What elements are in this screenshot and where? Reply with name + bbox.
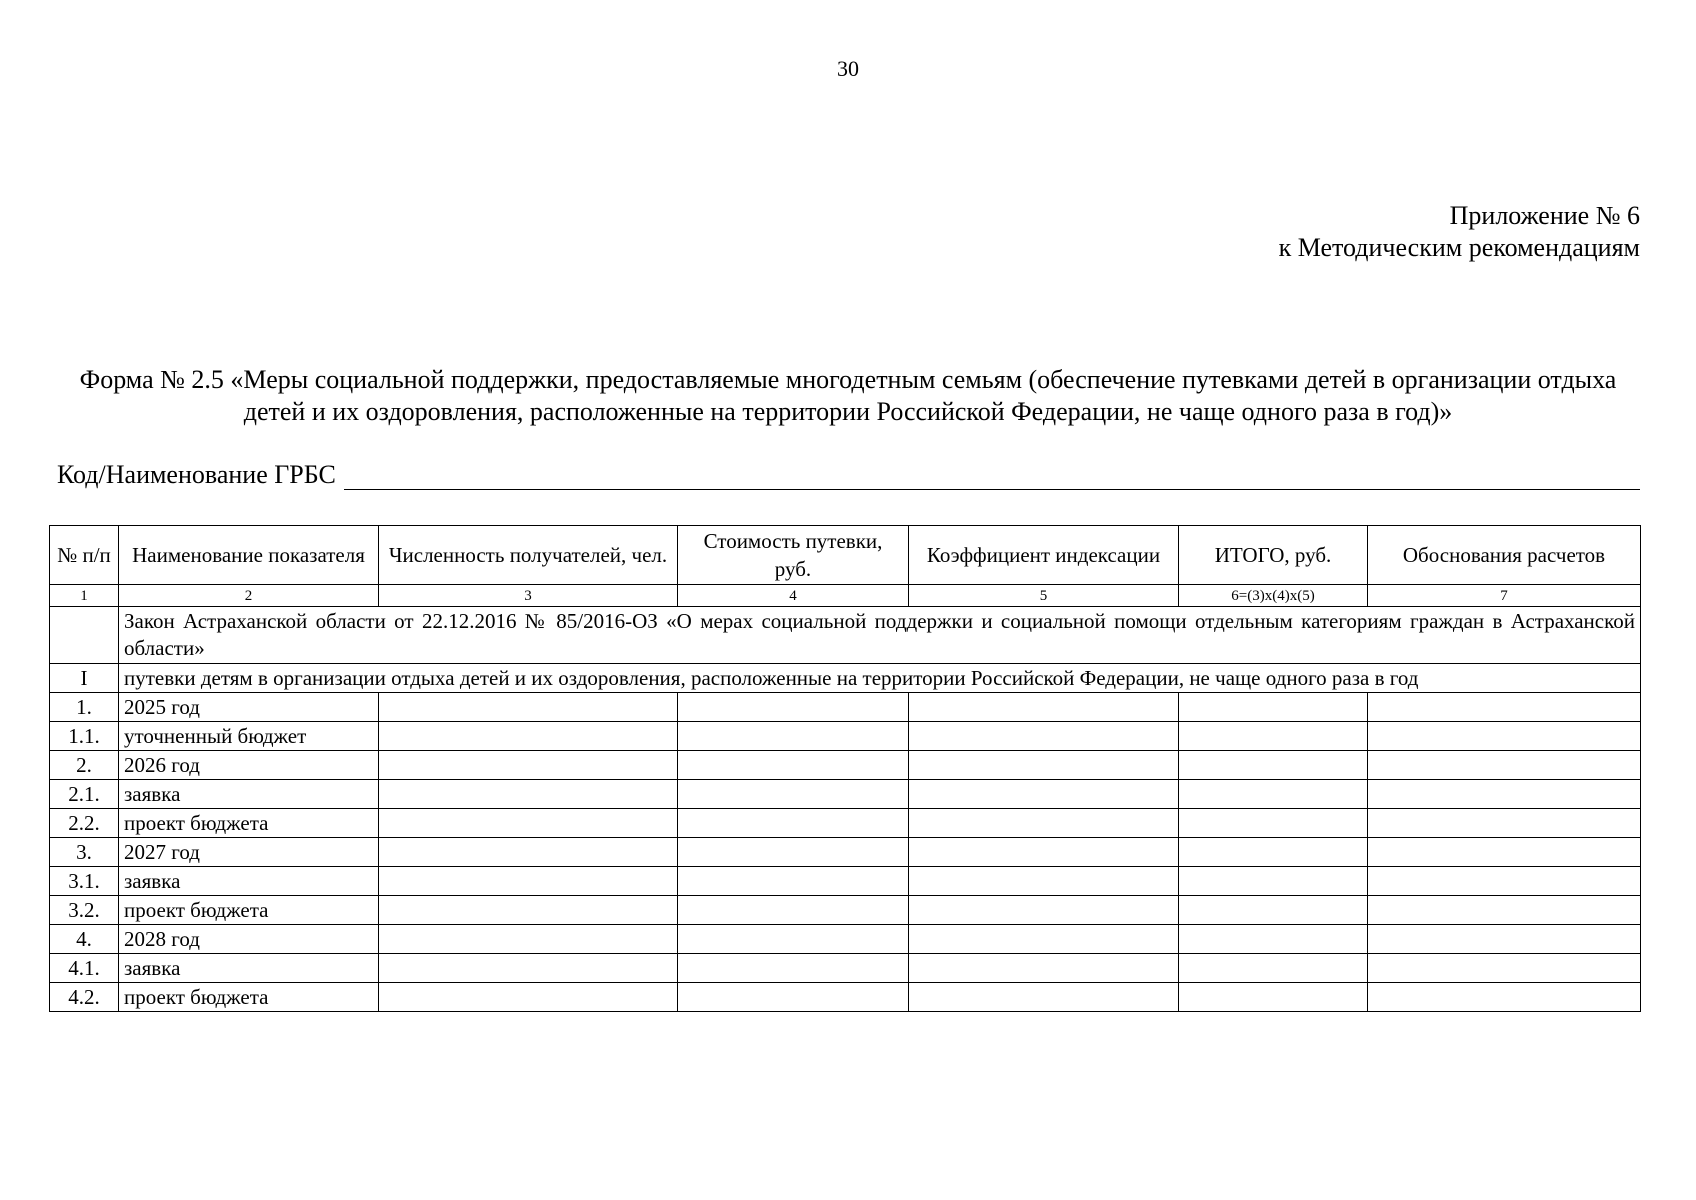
row-indicator-name: 2026 год — [119, 751, 379, 780]
empty-cell[interactable] — [678, 693, 909, 722]
empty-cell[interactable] — [379, 867, 678, 896]
empty-cell[interactable] — [1368, 693, 1641, 722]
empty-cell[interactable] — [1179, 809, 1368, 838]
row-number: 4. — [50, 925, 119, 954]
col-header-justification: Обоснования расчетов — [1368, 526, 1641, 585]
row-indicator-name: 2025 год — [119, 693, 379, 722]
empty-cell[interactable] — [909, 983, 1179, 1012]
row-number: 4.2. — [50, 983, 119, 1012]
empty-cell[interactable] — [1179, 925, 1368, 954]
section-row — [50, 664, 1641, 693]
row-indicator-name: уточненный бюджет — [119, 722, 379, 751]
empty-cell[interactable] — [1368, 751, 1641, 780]
table-row — [50, 722, 1641, 751]
empty-cell[interactable] — [909, 838, 1179, 867]
col-header-recipients: Численность получателей, чел. — [379, 526, 678, 585]
law-row-index — [50, 607, 119, 664]
row-number: 3. — [50, 838, 119, 867]
empty-cell[interactable] — [678, 722, 909, 751]
empty-cell[interactable] — [379, 954, 678, 983]
empty-cell[interactable] — [909, 722, 1179, 751]
grbs-field — [57, 460, 1640, 490]
empty-cell[interactable] — [379, 983, 678, 1012]
table-row — [50, 896, 1641, 925]
empty-cell[interactable] — [909, 751, 1179, 780]
row-indicator-name: заявка — [119, 780, 379, 809]
row-indicator-name: 2028 год — [119, 925, 379, 954]
empty-cell[interactable] — [379, 925, 678, 954]
empty-cell[interactable] — [1179, 722, 1368, 751]
row-number: 2.2. — [50, 809, 119, 838]
empty-cell[interactable] — [1368, 954, 1641, 983]
row-indicator-name: заявка — [119, 867, 379, 896]
empty-cell[interactable] — [678, 954, 909, 983]
empty-cell[interactable] — [379, 809, 678, 838]
column-number: 3 — [379, 585, 678, 607]
table-row — [50, 925, 1641, 954]
row-number: 4.1. — [50, 954, 119, 983]
column-number: 5 — [909, 585, 1179, 607]
table-row — [50, 751, 1641, 780]
grbs-fill-line — [344, 463, 1640, 490]
appendix-note — [1279, 200, 1640, 264]
row-number: 2.1. — [50, 780, 119, 809]
empty-cell[interactable] — [678, 896, 909, 925]
row-number: 1.1. — [50, 722, 119, 751]
empty-cell[interactable] — [1179, 838, 1368, 867]
row-number: 3.1. — [50, 867, 119, 896]
empty-cell[interactable] — [909, 954, 1179, 983]
empty-cell[interactable] — [909, 896, 1179, 925]
col-header-total: ИТОГО, руб. — [1179, 526, 1368, 585]
col-header-index-coefficient: Коэффициент индексации — [909, 526, 1179, 585]
row-indicator-name: проект бюджета — [119, 983, 379, 1012]
empty-cell[interactable] — [678, 925, 909, 954]
empty-cell[interactable] — [678, 983, 909, 1012]
form-table — [49, 525, 1641, 1012]
empty-cell[interactable] — [1179, 751, 1368, 780]
empty-cell[interactable] — [1368, 838, 1641, 867]
empty-cell[interactable] — [909, 780, 1179, 809]
empty-cell[interactable] — [678, 867, 909, 896]
column-number: 7 — [1368, 585, 1641, 607]
table-row — [50, 780, 1641, 809]
empty-cell[interactable] — [1179, 693, 1368, 722]
column-number: 1 — [50, 585, 119, 607]
empty-cell[interactable] — [1179, 867, 1368, 896]
empty-cell[interactable] — [1179, 896, 1368, 925]
table-row — [50, 809, 1641, 838]
column-number: 4 — [678, 585, 909, 607]
col-header-voucher-cost: Стоимость путевки, руб. — [678, 526, 909, 585]
empty-cell[interactable] — [678, 809, 909, 838]
column-number: 6=(3)х(4)х(5) — [1179, 585, 1368, 607]
appendix-line-2: к Методическим рекомендациям — [1278, 233, 1640, 262]
row-indicator-name: проект бюджета — [119, 896, 379, 925]
table-row — [50, 983, 1641, 1012]
table-row — [50, 867, 1641, 896]
empty-cell[interactable] — [1368, 722, 1641, 751]
appendix-line-1: Приложение № 6 — [1449, 201, 1640, 230]
row-number: 1. — [50, 693, 119, 722]
empty-cell[interactable] — [909, 867, 1179, 896]
empty-cell[interactable] — [379, 722, 678, 751]
law-row — [50, 607, 1641, 664]
row-number: 2. — [50, 751, 119, 780]
table-header-row — [50, 526, 1641, 585]
empty-cell[interactable] — [379, 780, 678, 809]
column-number: 2 — [119, 585, 379, 607]
empty-cell[interactable] — [1368, 925, 1641, 954]
col-header-number: № п/п — [50, 526, 119, 585]
empty-cell[interactable] — [909, 809, 1179, 838]
empty-cell[interactable] — [1368, 780, 1641, 809]
empty-cell[interactable] — [678, 751, 909, 780]
row-number: 3.2. — [50, 896, 119, 925]
col-header-indicator: Наименование показателя — [119, 526, 379, 585]
page-number: 30 — [837, 56, 859, 81]
empty-cell[interactable] — [1368, 983, 1641, 1012]
empty-cell[interactable] — [1368, 896, 1641, 925]
table-row — [50, 838, 1641, 867]
empty-cell[interactable] — [379, 693, 678, 722]
section-index: I — [50, 664, 119, 693]
grbs-label: Код/Наименование ГРБС — [57, 460, 336, 489]
row-indicator-name: проект бюджета — [119, 809, 379, 838]
empty-cell[interactable] — [678, 838, 909, 867]
column-number-row — [50, 585, 1641, 607]
table-row — [50, 693, 1641, 722]
empty-cell[interactable] — [678, 780, 909, 809]
empty-cell[interactable] — [1179, 954, 1368, 983]
row-indicator-name: 2027 год — [119, 838, 379, 867]
empty-cell[interactable] — [909, 693, 1179, 722]
form-title: Форма № 2.5 «Меры социальной поддержки, предоставляемые многодетным семьям (обеспечение путевками детей в организации отдыха детей и их оздоровления, расположенные на территории Российской Федерации, не чаще одного раза в год)» — [79, 365, 1617, 426]
empty-cell[interactable] — [379, 751, 678, 780]
row-indicator-name: заявка — [119, 954, 379, 983]
empty-cell[interactable] — [1179, 983, 1368, 1012]
empty-cell[interactable] — [909, 925, 1179, 954]
empty-cell[interactable] — [1368, 809, 1641, 838]
empty-cell[interactable] — [379, 838, 678, 867]
empty-cell[interactable] — [1179, 780, 1368, 809]
table-row — [50, 954, 1641, 983]
section-text: путевки детям в организации отдыха детей и их оздоровления, расположенные на территории Российской Федерации, не чаще одного раза в год — [119, 664, 1641, 693]
empty-cell[interactable] — [1368, 867, 1641, 896]
law-text: Закон Астраханской области от 22.12.2016 № 85/2016-ОЗ «О мерах социальной поддержки и социальной помощи отдельным категориям граждан в Астраханской области» — [119, 607, 1641, 664]
empty-cell[interactable] — [379, 896, 678, 925]
